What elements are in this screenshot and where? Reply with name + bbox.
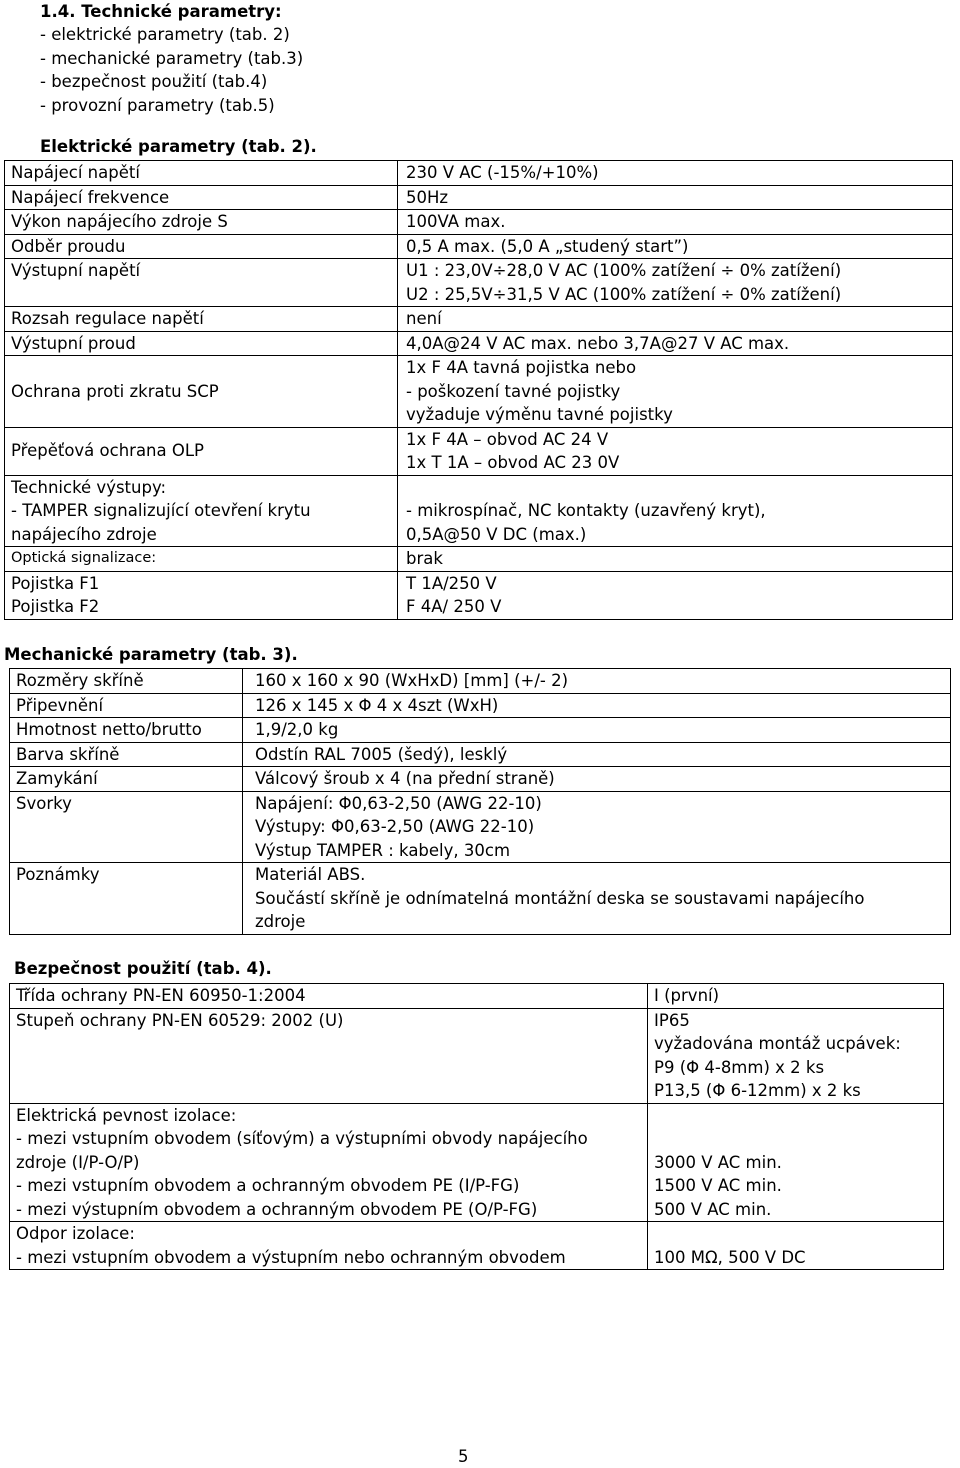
section-heading: 1.4. Technické parametry: <box>40 2 282 21</box>
label-line: Elektrická pevnost izolace: <box>16 1105 237 1125</box>
row-value <box>398 356 953 428</box>
value-line: 1x T 1A – obvod AC 23 0V <box>406 453 620 472</box>
table-row <box>10 863 951 935</box>
table-row <box>5 475 953 547</box>
row-value <box>398 571 953 619</box>
row-label: Připevnění <box>10 693 243 718</box>
label-line: napájecího zdroje <box>11 524 157 544</box>
value-line: vyžaduje výměnu tavné pojistky <box>406 405 673 424</box>
table-row <box>5 547 953 572</box>
table-row <box>10 767 951 792</box>
value-line: 100 MΩ, 500 V DC <box>654 1247 806 1267</box>
table-row <box>5 210 953 235</box>
row-label <box>10 1222 648 1270</box>
value-line: Výstup TAMPER : kabely, 30cm <box>255 840 511 860</box>
table-row <box>5 427 953 475</box>
row-value: 50Hz <box>398 185 953 210</box>
value-line: Napájení: Φ0,63-2,50 (AWG 22-10) <box>255 793 542 813</box>
row-value: brak <box>398 547 953 572</box>
table-row <box>10 1008 944 1103</box>
toc-item: - provozní parametry (tab.5) <box>40 95 275 115</box>
value-line: Výstupy: Φ0,63-2,50 (AWG 22-10) <box>255 817 535 836</box>
row-value <box>243 791 951 863</box>
table-row <box>5 356 953 428</box>
electrical-parameters-table <box>4 160 953 620</box>
table-row <box>5 185 953 210</box>
value-line: - poškození tavné pojistky <box>406 381 621 401</box>
table-row <box>10 742 951 767</box>
row-value <box>398 427 953 475</box>
value-line: - mikrospínač, NC kontakty (uzavřený kryt), <box>406 501 766 520</box>
row-label: Výstupní napětí <box>5 259 398 307</box>
row-label: Stupeň ochrany PN-EN 60529: 2002 (U) <box>10 1008 648 1103</box>
row-value <box>648 1103 944 1222</box>
table-row <box>5 307 953 332</box>
row-label: Rozměry skříně <box>10 669 243 694</box>
value-line: T 1A/250 V <box>406 573 497 593</box>
table-row <box>5 234 953 259</box>
value-line: vyžadována montáž ucpávek: <box>654 1034 901 1053</box>
toc-item: - bezpečnost použití (tab.4) <box>40 72 268 91</box>
value-line: F 4A/ 250 V <box>406 597 502 616</box>
table-row <box>10 693 951 718</box>
value-line: 3000 V AC min. <box>654 1152 782 1172</box>
mechanical-table-title: Mechanické parametry (tab. 3). <box>4 645 298 664</box>
value-line: Součástí skříně je odnímatelná montážní deska se soustavami napájecího <box>255 888 865 908</box>
row-label: Výstupní proud <box>5 331 398 356</box>
row-label: Napájecí napětí <box>5 161 398 186</box>
label-line: - mezi vstupním obvodem a výstupním nebo ochranným obvodem <box>16 1247 566 1267</box>
table-row <box>10 669 951 694</box>
row-value: není <box>398 307 953 332</box>
table-row <box>10 1222 944 1270</box>
value-line: P9 (Φ 4-8mm) x 2 ks <box>654 1057 825 1077</box>
toc-item: - mechanické parametry (tab.3) <box>40 48 304 68</box>
table-row <box>5 259 953 307</box>
row-value: 1,9/2,0 kg <box>243 718 951 743</box>
row-label <box>10 1103 648 1222</box>
value-line: 1x F 4A – obvod AC 24 V <box>406 429 609 449</box>
row-label: Zamykání <box>10 767 243 792</box>
label-line: - mezi výstupním obvodem a ochranným obvodem PE (O/P-FG) <box>16 1199 538 1219</box>
table-row <box>10 718 951 743</box>
label-line: Technické výstupy: <box>11 477 167 497</box>
row-value <box>398 259 953 307</box>
table-row <box>5 161 953 186</box>
value-line: 1x F 4A tavná pojistka nebo <box>406 358 637 377</box>
row-label <box>5 571 398 619</box>
row-value <box>398 475 953 547</box>
row-label: Optická signalizace: <box>5 547 398 572</box>
value-line: U1 : 23,0V÷28,0 V AC (100% zatížení ÷ 0% zatížení) <box>406 261 842 280</box>
value-line: P13,5 (Φ 6-12mm) x 2 ks <box>654 1081 861 1100</box>
row-value: 0,5 A max. (5,0 A „studený start”) <box>398 234 953 259</box>
safety-table-title: Bezpečnost použití (tab. 4). <box>14 959 272 978</box>
page-number: 5 <box>458 1447 469 1466</box>
row-value <box>243 863 951 935</box>
label-line: Pojistka F2 <box>11 597 100 616</box>
value-line: Materiál ABS. <box>255 865 366 884</box>
label-line: - mezi vstupním obvodem a ochranným obvodem PE (I/P-FG) <box>16 1176 520 1195</box>
row-label: Ochrana proti zkratu SCP <box>5 356 398 428</box>
row-label: Poznámky <box>10 863 243 935</box>
row-value: I (první) <box>648 984 944 1009</box>
row-value: Odstín RAL 7005 (šedý), lesklý <box>243 742 951 767</box>
value-line: zdroje <box>255 912 306 931</box>
row-label: Svorky <box>10 791 243 863</box>
row-label: Napájecí frekvence <box>5 185 398 210</box>
value-line: IP65 <box>654 1010 690 1030</box>
table-row <box>10 984 944 1009</box>
row-value <box>648 1222 944 1270</box>
label-line: Pojistka F1 <box>11 573 100 593</box>
value-line: 1500 V AC min. <box>654 1176 782 1195</box>
row-label: Barva skříně <box>10 742 243 767</box>
row-value: 100VA max. <box>398 210 953 235</box>
table-row <box>10 791 951 863</box>
row-label: Rozsah regulace napětí <box>5 307 398 332</box>
row-value: 4,0A@24 V AC max. nebo 3,7A@27 V AC max. <box>398 331 953 356</box>
toc-item: - elektrické parametry (tab. 2) <box>40 25 290 44</box>
label-line: - mezi vstupním obvodem (síťovým) a výstupními obvody napájecího <box>16 1129 588 1148</box>
row-value: 230 V AC (-15%/+10%) <box>398 161 953 186</box>
electrical-table-title: Elektrické parametry (tab. 2). <box>40 137 317 156</box>
table-of-contents <box>40 23 303 117</box>
spacer <box>654 1104 943 1128</box>
table-row <box>10 1103 944 1222</box>
label-line: Odpor izolace: <box>16 1224 135 1243</box>
row-label: Třída ochrany PN-EN 60950-1:2004 <box>10 984 648 1009</box>
row-label: Výkon napájecího zdroje S <box>5 210 398 235</box>
row-label: Hmotnost netto/brutto <box>10 718 243 743</box>
label-line: - TAMPER signalizující otevření krytu <box>11 501 311 520</box>
label-line: zdroje (I/P-O/P) <box>16 1152 140 1172</box>
row-label <box>5 475 398 547</box>
row-value: Válcový šroub x 4 (na přední straně) <box>243 767 951 792</box>
mechanical-parameters-table <box>9 668 951 935</box>
row-value <box>648 1008 944 1103</box>
value-line: 0,5A@50 V DC (max.) <box>406 524 587 544</box>
value-line: 500 V AC min. <box>654 1199 772 1219</box>
row-label: Přepěťová ochrana OLP <box>5 427 398 475</box>
value-line: U2 : 25,5V÷31,5 V AC (100% zatížení ÷ 0% zatížení) <box>406 284 842 304</box>
spacer <box>654 1127 943 1151</box>
safety-parameters-table <box>9 983 944 1270</box>
table-row <box>5 331 953 356</box>
row-value: 160 x 160 x 90 (WxHxD) [mm] (+/- 2) <box>243 669 951 694</box>
table-row <box>5 571 953 619</box>
row-label: Odběr proudu <box>5 234 398 259</box>
spacer <box>406 476 952 500</box>
row-value: 126 x 145 x Φ 4 x 4szt (WxH) <box>243 693 951 718</box>
spacer <box>654 1222 943 1246</box>
